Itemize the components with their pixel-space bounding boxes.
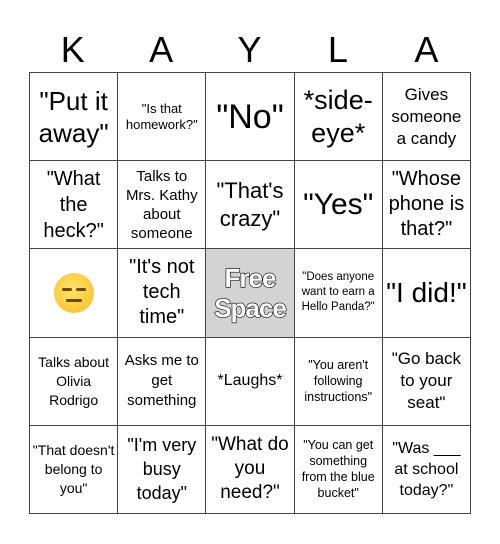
bingo-cell[interactable] <box>118 426 206 514</box>
free-space-label: Free Space <box>214 262 286 323</box>
cell-text: "Go back to your seat" <box>391 349 462 413</box>
cell-text: Talks about Olivia Rodrigo <box>38 353 109 408</box>
bingo-cell[interactable] <box>295 249 383 337</box>
bingo-cell[interactable] <box>30 161 118 249</box>
bingo-cell[interactable] <box>383 249 471 337</box>
cell-text: "That's crazy" <box>216 177 284 231</box>
bingo-cell[interactable] <box>118 249 206 337</box>
cell-text: *side-eye* <box>303 84 373 148</box>
bingo-cell[interactable] <box>30 338 118 426</box>
header-letter: K <box>60 29 86 70</box>
bingo-cell[interactable] <box>383 426 471 514</box>
header-letter: Y <box>237 29 263 70</box>
expressionless-face-emoji-icon <box>54 273 94 313</box>
bingo-cell[interactable] <box>206 426 294 514</box>
bingo-cell[interactable] <box>206 338 294 426</box>
bingo-cell[interactable] <box>206 161 294 249</box>
cell-text: "No" <box>216 97 284 136</box>
cell-text: "I did!" <box>386 276 467 308</box>
bingo-cell[interactable] <box>118 161 206 249</box>
bingo-cell[interactable] <box>30 426 118 514</box>
bingo-cell[interactable] <box>206 73 294 161</box>
cell-text: "Was ___ at school today?" <box>392 439 461 499</box>
bingo-cell[interactable] <box>295 161 383 249</box>
cell-text: "It's not tech time" <box>129 256 195 329</box>
cell-text: "You can get something from the blue bucket" <box>301 438 375 501</box>
cell-text: "That doesn't belong to you" <box>32 441 115 496</box>
bingo-cell[interactable] <box>383 338 471 426</box>
bingo-cell[interactable] <box>118 73 206 161</box>
bingo-cell[interactable] <box>295 338 383 426</box>
cell-text: "Yes" <box>303 187 374 221</box>
bingo-grid <box>29 72 471 514</box>
bingo-cell[interactable] <box>383 73 471 161</box>
cell-text: Asks me to get something <box>124 352 199 410</box>
cell-text: "Is that homework?" <box>125 100 198 132</box>
bingo-cell[interactable] <box>118 338 206 426</box>
cell-text: "Whose phone is that?" <box>388 168 465 241</box>
cell-text: Talks to Mrs. Kathy about someone <box>125 167 198 242</box>
header-letter: L <box>327 29 349 70</box>
cell-text: "What do you need?" <box>211 434 289 504</box>
bingo-cell[interactable] <box>295 73 383 161</box>
bingo-cell[interactable] <box>295 426 383 514</box>
bingo-cell[interactable] <box>30 249 118 337</box>
cell-text: "You aren't following instructions" <box>304 358 373 405</box>
bingo-cell[interactable] <box>30 73 118 161</box>
bingo-cell[interactable] <box>383 161 471 249</box>
cell-text: "I'm very busy today" <box>127 435 197 504</box>
cell-text: Gives someone a candy <box>391 84 462 148</box>
header-letter: A <box>149 29 175 70</box>
free-space-cell[interactable] <box>206 249 294 337</box>
bingo-header <box>29 28 471 72</box>
header-letter: A <box>414 29 440 70</box>
cell-text: "Does anyone want to earn a Hello Panda?" <box>301 271 375 314</box>
cell-text: *Laughs* <box>217 372 283 390</box>
cell-text: "What the heck?" <box>43 167 104 242</box>
cell-text: "Put it away" <box>38 85 109 148</box>
